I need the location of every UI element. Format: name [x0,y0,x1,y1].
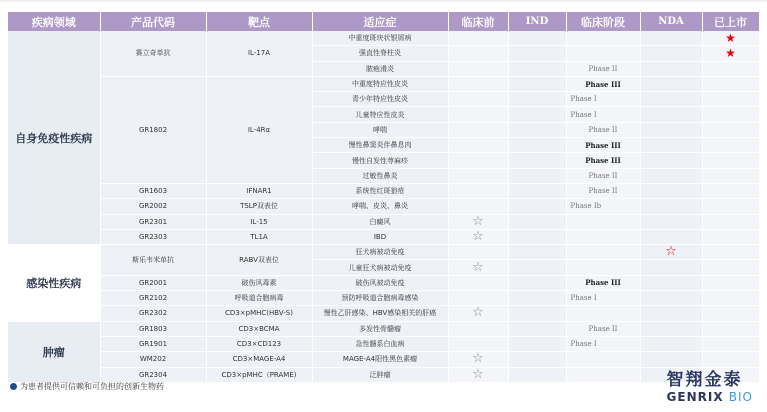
product-code: GR1803 [100,321,206,336]
marketed-cell [702,107,759,122]
clinical-phase: Phase III [566,153,640,168]
nda-cell [640,122,702,137]
header-indication: 适应症 [312,12,448,31]
product-target: 破伤风毒素 [206,275,312,290]
ind-cell [508,367,566,382]
top-bar [0,0,767,2]
table-row [8,183,759,198]
ind-cell [508,183,566,198]
company-logo [667,365,753,404]
indication: MAGE-A4阳性黑色素瘤 [312,352,448,367]
marketed-cell [702,260,759,275]
marketed-cell [702,214,759,229]
ind-cell [508,214,566,229]
table-row [8,291,759,306]
ind-cell [508,153,566,168]
ind-cell [508,260,566,275]
indication: 破伤风被动免疫 [312,275,448,290]
product-target: CD3×pMHC（PRAME) [206,367,312,382]
marketed-cell [702,183,759,198]
indication: IBD [312,229,448,244]
preclinical-cell [448,153,508,168]
marketed-cell [702,31,759,46]
clinical-phase: Phase II [566,321,640,336]
header-clinical: 临床阶段 [566,12,640,31]
ind-cell [508,199,566,214]
preclinical-cell [448,367,508,382]
bullet-dot-icon [10,383,17,390]
logo-english-a: GENRIX [666,390,724,404]
header-preclinical: 临床前 [448,12,508,31]
product-target: TL1A [206,229,312,244]
header-marketed: 已上市 [702,12,759,31]
product-target: RABV双表位 [206,245,312,276]
ind-cell [508,336,566,351]
clinical-phase: Phase I [566,107,640,122]
nda-cell [640,275,702,290]
preclinical-cell [448,229,508,244]
ind-cell [508,352,566,367]
product-code: GR2001 [100,275,206,290]
pipeline-table [8,12,760,383]
ind-cell [508,107,566,122]
preclinical-cell [448,183,508,198]
table-row [8,76,759,91]
indication: 急性髓系白血病 [312,336,448,351]
footer-text: 为患者提供可信赖和可负担的创新生物药 [20,382,164,391]
preclinical-star-icon: ☆ [472,214,484,229]
product-target: CD3×pMHC(HBV-S) [206,306,312,321]
indication: 儿童狂犬病被动免疫 [312,260,448,275]
product-target: CD3×CD123 [206,336,312,351]
nda-cell [640,168,702,183]
product-target: IL-4Rα [206,76,312,183]
product-code: GR2303 [100,229,206,244]
header-nda: NDA [640,12,702,31]
marketed-star-icon: ★ [725,31,736,45]
product-code: GR2102 [100,291,206,306]
nda-cell [640,46,702,61]
product-target: CD3×MAGE-A4 [206,352,312,367]
area-autoimmune: 自身免疫性疾病 [8,31,100,245]
nda-cell [640,76,702,91]
marketed-cell [702,76,759,91]
preclinical-star-icon: ☆ [472,305,484,321]
preclinical-cell [448,291,508,306]
area-oncology: 肿瘤 [8,321,100,382]
nda-cell [640,321,702,336]
marketed-cell [702,122,759,137]
preclinical-cell [448,260,508,275]
ind-cell [508,31,566,46]
clinical-phase: Phase II [566,61,640,76]
indication: 泛肿瘤 [312,367,448,382]
product-code: 斯乐韦米单抗 [100,245,206,276]
table-row [8,321,759,336]
preclinical-cell [448,245,508,260]
indication: 预防呼吸道合胞病毒感染 [312,291,448,306]
ind-cell [508,275,566,290]
product-code: GR2002 [100,199,206,214]
marketed-cell [702,199,759,214]
product-code: GR2304 [100,367,206,382]
ind-cell [508,61,566,76]
clinical-cell [566,367,640,382]
ind-cell [508,122,566,137]
table-row [8,31,759,46]
product-code: GR2302 [100,306,206,321]
nda-cell [640,306,702,321]
ind-cell [508,168,566,183]
nda-cell [640,61,702,76]
clinical-cell [566,245,640,260]
nda-cell [640,138,702,153]
clinical-cell [566,306,640,321]
preclinical-cell [448,214,508,229]
nda-cell [640,107,702,122]
marketed-cell [702,321,759,336]
header-target: 靶点 [206,12,312,31]
indication: 哮喘、皮炎、鼻炎 [312,199,448,214]
ind-cell [508,245,566,260]
nda-cell [640,291,702,306]
indication: 狂犬病被动免疫 [312,245,448,260]
marketed-cell [702,61,759,76]
header-row [8,12,759,31]
ind-cell [508,291,566,306]
logo-english-name [667,390,753,404]
preclinical-star-icon: ☆ [472,229,484,244]
clinical-phase: Phase Ib [566,199,640,214]
preclinical-cell [448,61,508,76]
preclinical-cell [448,92,508,107]
clinical-phase: Phase I [566,291,640,306]
footer-slogan [10,381,164,392]
preclinical-cell [448,275,508,290]
preclinical-cell [448,199,508,214]
table-row [8,352,759,367]
clinical-phase: Phase I [566,336,640,351]
nda-cell [640,31,702,46]
product-code: 赛立奇单抗 [100,31,206,76]
preclinical-cell [448,31,508,46]
clinical-phase: Phase II [566,122,640,137]
preclinical-cell [448,352,508,367]
nda-cell [640,336,702,351]
indication: 慢性鼻窦炎伴鼻息肉 [312,138,448,153]
marketed-cell [702,46,759,61]
indication: 慢性自发性荨麻疹 [312,153,448,168]
pipeline-table-container [8,12,759,383]
marketed-cell [702,306,759,321]
preclinical-cell [448,122,508,137]
nda-cell [640,229,702,244]
clinical-phase: Phase II [566,168,640,183]
ind-cell [508,321,566,336]
product-target: TSLP双表位 [206,199,312,214]
preclinical-star-icon: ☆ [472,259,484,275]
marketed-cell [702,92,759,107]
indication: 多发性骨髓瘤 [312,321,448,336]
nda-cell [640,214,702,229]
product-target: CD3×BCMA [206,321,312,336]
preclinical-star-icon: ☆ [472,351,484,367]
header-product: 产品代码 [100,12,206,31]
product-code: GR1802 [100,76,206,183]
logo-chinese-name: 智翔金泰 [666,370,743,390]
clinical-cell [566,31,640,46]
product-target: IL-15 [206,214,312,229]
table-row [8,306,759,321]
product-code: GR1603 [100,183,206,198]
table-row [8,336,759,351]
clinical-phase: Phase I [566,92,640,107]
nda-cell [640,260,702,275]
table-row [8,199,759,214]
indication: 慢性乙肝感染、HBV感染相关的肝癌 [312,306,448,321]
nda-cell [640,199,702,214]
preclinical-cell [448,138,508,153]
indication: 中重度特应性皮炎 [312,76,448,91]
clinical-cell [566,214,640,229]
preclinical-star-icon: ☆ [472,367,484,382]
preclinical-cell [448,306,508,321]
nda-cell [640,245,702,260]
preclinical-cell [448,168,508,183]
marketed-cell [702,336,759,351]
clinical-phase: Phase III [566,275,640,290]
marketed-star-icon: ★ [725,45,736,60]
ind-cell [508,138,566,153]
indication: 中重度斑块状银屑病 [312,31,448,46]
marketed-cell [702,229,759,244]
indication: 白癜风 [312,214,448,229]
indication: 系统性红斑狼疮 [312,183,448,198]
product-target: IL-17A [206,31,312,76]
indication: 脓疱滑炎 [312,61,448,76]
nda-cell [640,153,702,168]
product-code: GR1901 [100,336,206,351]
header-area: 疾病领域 [8,12,100,31]
indication: 强直性脊柱炎 [312,46,448,61]
area-infectious: 感染性疾病 [8,245,100,321]
clinical-cell [566,260,640,275]
marketed-cell [702,275,759,290]
preclinical-cell [448,321,508,336]
preclinical-cell [448,76,508,91]
table-row [8,229,759,244]
indication: 儿童特应性皮炎 [312,107,448,122]
ind-cell [508,46,566,61]
marketed-cell [702,291,759,306]
table-row [8,245,759,260]
product-target: 呼吸道合胞病毒 [206,291,312,306]
clinical-phase: Phase III [566,76,640,91]
product-code: GR2301 [100,214,206,229]
ind-cell [508,92,566,107]
table-row [8,214,759,229]
preclinical-cell [448,336,508,351]
clinical-cell [566,352,640,367]
marketed-cell [702,245,759,260]
preclinical-cell [448,107,508,122]
nda-star-icon: ☆ [665,244,677,260]
marketed-cell [702,138,759,153]
clinical-cell [566,46,640,61]
ind-cell [508,306,566,321]
nda-cell [640,183,702,198]
product-target: IFNAR1 [206,183,312,198]
clinical-phase: Phase II [566,183,640,198]
header-ind: IND [508,12,566,31]
indication: 青少年特应性皮炎 [312,92,448,107]
preclinical-cell [448,46,508,61]
ind-cell [508,76,566,91]
indication: 哮喘 [312,122,448,137]
marketed-cell [702,153,759,168]
table-row [8,275,759,290]
marketed-cell [702,168,759,183]
product-code: WM202 [100,352,206,367]
indication: 过敏性鼻炎 [312,168,448,183]
ind-cell [508,229,566,244]
clinical-cell [566,229,640,244]
clinical-phase: Phase III [566,138,640,153]
nda-cell [640,92,702,107]
logo-english-b: BIO [728,390,753,404]
